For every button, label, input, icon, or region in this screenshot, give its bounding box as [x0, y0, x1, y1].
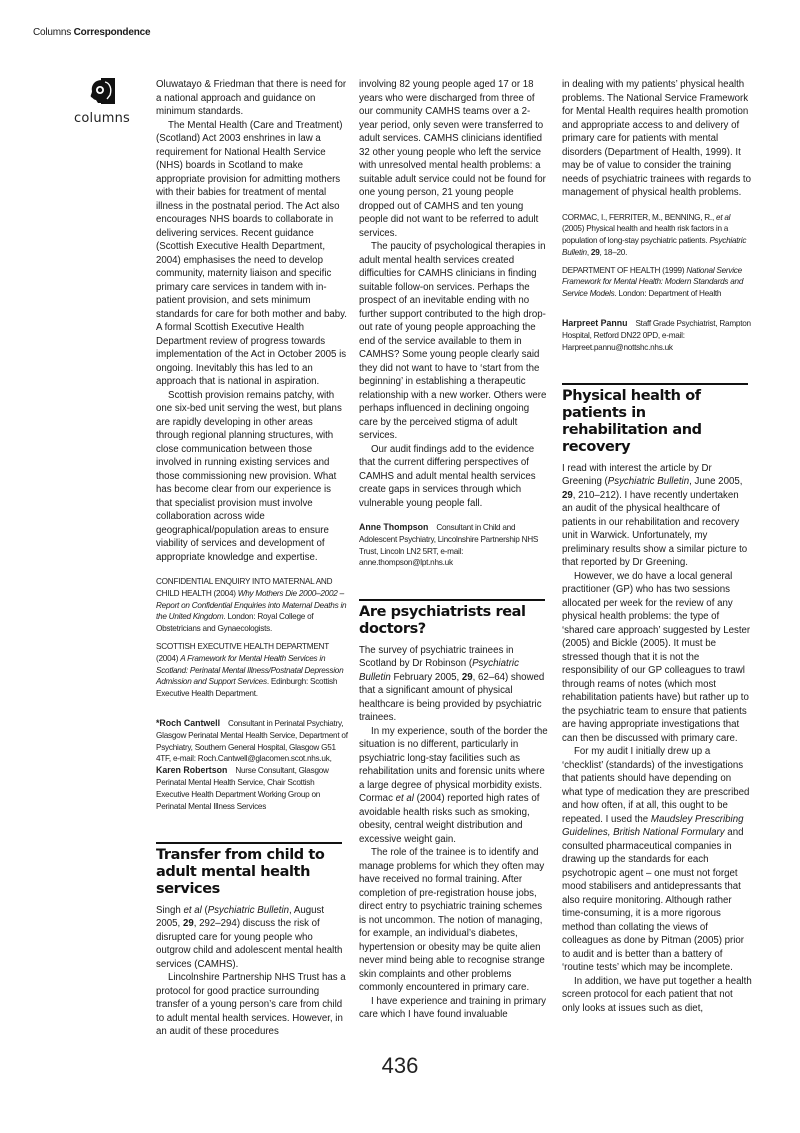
text-run: (	[201, 904, 208, 916]
text-run: , 210–212). I have recently undertaken an audit of the physical healthcare of patients in our rehabilitation and recovery unit in Warwick. Unfortunately, my preliminary results show a similar picture to that reported by Dr Greening.	[562, 489, 748, 569]
right-column-authors	[562, 318, 752, 353]
paragraph	[562, 975, 752, 1016]
text-run: Consultant in Child and Adolescent Psychiatry, Lincolnshire Partnership NHS Trust, Lincoln LN2 5RT, e-mail: anne.thompson@lpt.nhs.uk	[359, 523, 539, 568]
paragraph	[156, 718, 348, 812]
text-run: . London: Department of Health	[614, 289, 722, 299]
right-column-body	[562, 78, 752, 200]
italic-text: Maudsley Prescribing Guidelines, British National Formulary	[562, 813, 744, 839]
paragraph	[156, 576, 348, 635]
text-run: Lincolnshire Partnership NHS Trust has a protocol for good practice surrounding transfer of a young person’s care from child to adult mental health services. However, in an audit of these procedures	[156, 972, 346, 1038]
article-divider	[156, 842, 342, 844]
text-run: I read with interest the article by Dr Greening (	[562, 462, 712, 488]
paragraph	[156, 641, 348, 700]
text-run: Singh	[156, 904, 184, 916]
article-title: Are psychiatrists real doctors?	[359, 603, 526, 637]
left-column	[156, 78, 348, 1039]
paragraph	[156, 904, 348, 972]
text-run: The Mental Health (Care and Treatment) (Scotland) Act 2003 enshrines in law a requirement for National Health Service (NHS) boards in Scotland to make appropriate provision for admitting mothers with their babies for treatment of mental illness in the postnatal period. The Act also encourages NHS boards to collaborate in delivering services. Recent guidance (Scottish Executive Health Department, 2004) emphasises the need to develop community, maternity liaison and specific primary care services in tandem with in-patient provision, and sets minimum standards for care for both mother and baby. A formal Scottish Executive Health Department review of progress towards implementation of the Act in October 2005 is ongoing. Inevitably this has led to an approach that is national in aspiration.	[156, 119, 347, 387]
paragraph	[359, 995, 549, 1022]
header-section: Columns	[33, 27, 72, 38]
article-divider	[562, 383, 748, 385]
middle-column-authors	[359, 522, 549, 569]
italic-text: Psychiatric Bulletin	[607, 476, 690, 488]
italic-text: Psychiatric Bulletin	[359, 658, 519, 683]
paragraph	[156, 971, 348, 1039]
italic-text: A Framework for Mental Health Services in Scotland: Perinatal Mental Illness/Postnatal Depression Admission and Support Services	[156, 653, 344, 687]
paragraph	[359, 846, 549, 995]
bold-text: *Roch Cantwell	[156, 717, 221, 728]
text-run: For my audit I initially drew up a ‘checklist’ (standards) of the investigations that patients should have depending on what type of medication they are prescribed and how often, if at all, this ought to be repeated. I used the	[562, 746, 750, 825]
middle-column	[359, 78, 549, 1022]
right-column	[562, 78, 752, 1015]
article-body	[562, 462, 752, 1016]
text-run: ,	[586, 247, 591, 257]
article-title: Transfer from child to adult mental health services	[156, 846, 325, 897]
text-run: CONFIDENTIAL ENQUIRY INTO MATERNAL AND CHILD HEALTH (2004)	[156, 577, 333, 598]
bold-text: 29	[182, 918, 194, 930]
text-run: involving 82 young people aged 17 or 18 years who were discharged from three of our community CAMHS teams over a 2-year period, only seven were transferred to adult services. CAMHS clinicians identified 32 other young people who left the service with unresolved mental health problems: a suitable adult service could not be found for one young person, 21 young people dropped out of CAMHS and ten young people did not want to be referred to adult services.	[359, 79, 546, 239]
columns-logo-icon	[88, 77, 116, 105]
italic-text: et al	[716, 212, 731, 222]
paragraph	[156, 119, 348, 389]
text-run: DEPARTMENT OF HEALTH (1999)	[562, 265, 687, 275]
text-run: The role of the trainee is to identify and manage problems for which they often may have received no formal training. After completion of pre-registration house jobs, direct entry to psychiatric training schemes is not uncommon. The notion of managing, for example, an individual’s diabetes, hypertension or obesity may be quite alien never mind being able to recognise strange skin complaints and other problems commonly encountered in primary care.	[359, 847, 545, 994]
text-run: (2005) Physical health and health risk factors in a population of long-stay psychiatric patients.	[562, 224, 729, 246]
bold-text: Karen Robertson	[156, 765, 228, 776]
text-run: I have experience and training in primary care which I have found invaluable	[359, 995, 547, 1021]
text-run: , August 2005,	[156, 904, 325, 930]
paragraph	[359, 443, 549, 511]
paragraph	[562, 570, 752, 746]
paragraph	[359, 522, 549, 569]
article-title: Physical health of patients in rehabilitation and recovery	[562, 387, 702, 455]
paragraph	[562, 318, 752, 353]
paragraph	[562, 265, 752, 300]
paragraph	[359, 240, 549, 443]
right-column-references	[562, 212, 752, 307]
paragraph	[156, 78, 348, 119]
text-run: , 292–294) discuss the risk of disrupted care for young people who outgrow child and adolescent mental health services (CAMHS).	[156, 918, 343, 970]
text-run: In my experience, south of the border the situation is no different, particularly in psychiatric long-stay facilities such as rehabilitation units and forensic units where a large degree of physical morbidity exists. Cormac	[359, 725, 548, 805]
text-run: . Edinburgh: Scottish Executive Health Department.	[156, 677, 338, 699]
text-run: , June 2005,	[689, 476, 743, 488]
left-column-references	[156, 576, 348, 706]
text-run: The paucity of psychological therapies in adult mental health services created difficulties for CAMHS clinicians in finding suitable follow-on services. Perhaps the prospect of an inevitable ending with no further support contributed to the high drop-out rate of young people approaching the end of the service available to them in CAMHS? Some young people clearly said they did not want to have to ‘start from the beginning’ in establishing a therapeutic relationship with a new worker. Others were perhaps influenced in declining ongoing care by the perceived stigma of adult services.	[359, 241, 547, 441]
text-run: February 2005,	[390, 671, 462, 683]
bold-text: 29	[562, 489, 573, 501]
italic-text: et al	[395, 793, 414, 805]
bold-text: Anne Thompson	[359, 522, 429, 532]
italic-text: Psychiatric Bulletin	[207, 904, 290, 916]
bold-text: 29	[590, 247, 600, 257]
article-body	[359, 644, 549, 1022]
text-run: Scottish provision remains patchy, with one six-bed unit serving the west, but plans are rapidly developing in other areas through regional planning structures, with close communication between those involved in running existing services and those commissioning new provision. What has become clear from our experience is that specialist provision must involve collaboration across wide geographical/population areas to ensure viability of services and development of appropriate knowledge and expertise.	[156, 389, 342, 563]
text-run: CORMAC, I., FERRITER, M., BENNING, R.,	[562, 212, 717, 222]
paragraph	[562, 745, 752, 975]
paragraph	[156, 389, 348, 565]
text-run: Staff Grade Psychiatrist, Rampton Hospital, Retford DN22 0PD, e-mail: Harpreet.pannu@nottshc.nhs.uk	[562, 319, 751, 352]
bold-text: 29	[461, 671, 473, 683]
article-divider	[359, 599, 545, 601]
text-run: (2004) reported high rates of avoidable health risks such as smoking, obesity, central weight distribution and excessive weight gain.	[359, 793, 540, 845]
columns-logo-text: columns	[74, 111, 131, 126]
text-run: , 62–64) showed that a significant amount of physical healthcare is being provided by psychiatric trainees.	[359, 671, 545, 724]
left-column-body	[156, 78, 348, 564]
page-number: 436	[381, 1052, 419, 1078]
bold-text: Harpreet Pannu	[562, 318, 628, 329]
text-run: Our audit findings add to the evidence that the current differing perspectives of CAMHS and adult mental health services create gaps in services through which vulnerable young people fall.	[359, 443, 536, 509]
text-run: in dealing with my patients’ physical health problems. The National Service Framework for Mental Health requires health promotion and appropriate access to and delivery of primary care for patients with mental disorders (Department of Health, 1999). It may be of value to consider the training needs of psychiatric trainees with regards to management of physical health problems.	[562, 79, 752, 198]
text-run: Consultant in Perinatal Psychiatry, Glasgow Perinatal Mental Health Service, Department of Psychiatry, Southern General Hospital, Glasgow G51 4TF, e-mail: Roch.Cantwell@glacomen.scot.nhs.uk,	[156, 718, 348, 764]
text-run: The survey of psychiatric trainees in Scotland by Dr Robinson (	[359, 644, 514, 670]
text-run: Nurse Consultant, Glasgow Perinatal Mental Health Service, Chair Scottish Executive Health Department Working Group on Perinatal Mental Illness Services	[156, 766, 329, 811]
text-run: Oluwatayo & Friedman that there is need for a national approach and guidance on minimum standards.	[156, 79, 347, 117]
middle-column-body	[359, 78, 549, 510]
paragraph	[562, 78, 752, 200]
italic-text: Why Mothers Die 2000–2002 – Report on Confidential Enquiries into Maternal Deaths in the United Kingdom	[156, 588, 347, 622]
paragraph	[562, 462, 752, 570]
left-column-authors	[156, 718, 348, 812]
paragraph	[359, 644, 549, 725]
paragraph	[562, 212, 752, 259]
text-run: . London: Royal College of Obstetricians and Gynaecologists.	[156, 612, 314, 634]
columns-container	[156, 0, 800, 1039]
article-body	[156, 904, 348, 1039]
text-run: , 18–20.	[599, 247, 628, 257]
text-run: and consulted pharmaceutical companies in drawing up the standards for each psychotropic agent – one must not forget mood stabilisers and antidepressants that also require monitoring. Although rather time-consuming, it is a more rigorous method than collating the views of colleagues as done by Pitman (2005) prior to audit and is better than a battery of ‘routine tests’ which may be incomplete.	[562, 827, 745, 974]
italic-text: et al	[183, 904, 202, 916]
text-run: SCOTTISH EXECUTIVE HEALTH DEPARTMENT (2004)	[156, 641, 329, 663]
text-run: However, we do have a local general practitioner (GP) who has two sessions allocated per week for the review of any physical health problems: the type of ‘shared care approach’ suggested by Lester (2005) and Bickle (2005). It must be stressed though that it is not the responsibility of our GP colleagues to trawl through reams of notes (which most rehabilitation patients have) but rather up to the psychiatric team to ensure that patients are having appropriate investigations that can then be discussed with primary care.	[562, 570, 751, 744]
italic-text: Psychiatric Bulletin	[562, 236, 747, 257]
text-run: In addition, we have put together a health screen protocol for each patient that not only looks at issues such as diet,	[562, 975, 752, 1014]
paragraph	[359, 78, 549, 240]
running-header	[33, 27, 150, 38]
header-title: Correspondence	[73, 27, 151, 38]
paragraph	[359, 725, 549, 847]
italic-text: National Service Framework for Mental Health: Modern Standards and Service Models	[562, 265, 744, 299]
